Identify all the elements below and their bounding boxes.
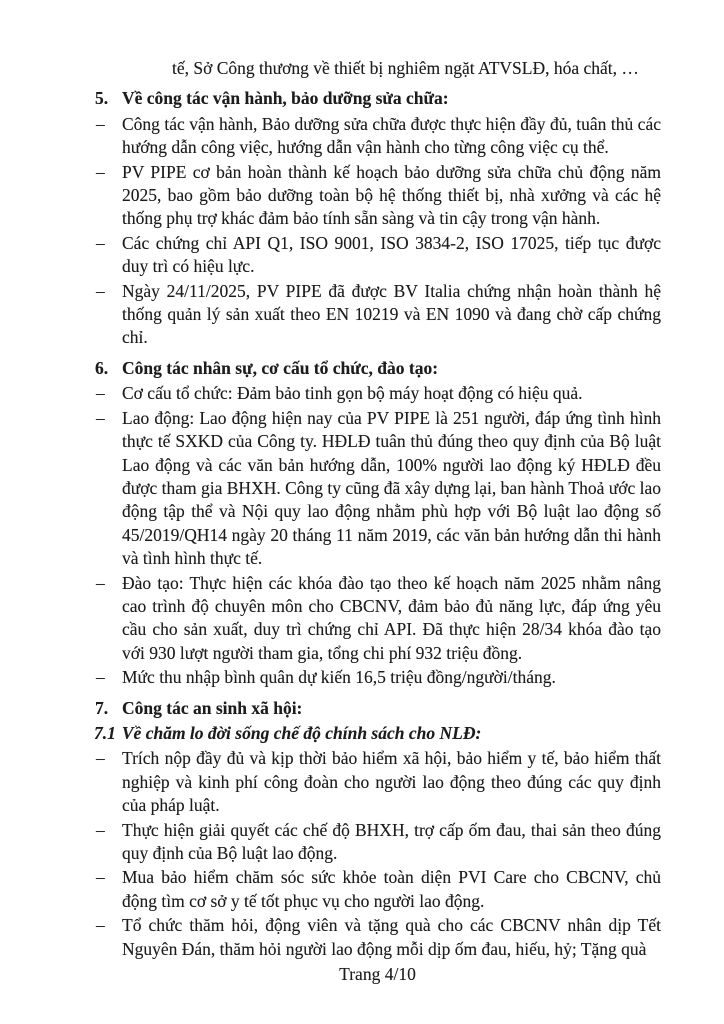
- bullet-item: [94, 161, 661, 231]
- document-content: [94, 57, 661, 962]
- bullet-item: [94, 280, 661, 350]
- bullet-item: [94, 747, 661, 817]
- bullet-text: Đào tạo: Thực hiện các khóa đào tạo theo kế hoạch năm 2025 nhằm nâng cao trình độ chuyên môn cho CBCNV, đảm bảo đủ năng lực, đáp ứng yêu cầu cho sản xuất, duy trì chứng chỉ API. Đã thực hiện 28/34 khóa đào tạo với 930 lượt người tham gia, tổng chi phí 932 triệu đồng.: [122, 572, 661, 663]
- bullet-text: Các chứng chỉ API Q1, ISO 9001, ISO 3834-2, ISO 17025, tiếp tục được duy trì có hiệu lực.: [122, 232, 661, 277]
- bullet-dash-icon: –: [96, 407, 105, 428]
- heading-number: 7.: [95, 697, 109, 718]
- bullet-dash-icon: –: [96, 232, 105, 253]
- bullet-item: [94, 819, 661, 866]
- bullet-text: Lao động: Lao động hiện nay của PV PIPE là 251 người, đáp ứng tình hình thực tế SXKD của Công ty. HĐLĐ tuân thủ đúng theo quy định của Bộ luật Lao động và các văn bản hướng dẫn, 100% người lao động ký HĐLĐ đều được tham gia BHXH. Công ty cũng đã xây dựng lại, ban hành Thoả ước lao động tập thể và Nội quy lao động nhằm phù hợp với Bộ luật lao động số 45/2019/QH14 ngày 20 tháng 11 năm 2019, các văn bản hướng dẫn thi hành và tình hình thực tế.: [122, 407, 661, 569]
- bullet-dash-icon: –: [96, 915, 105, 936]
- bullet-dash-icon: –: [96, 572, 105, 593]
- bullet-text: Ngày 24/11/2025, PV PIPE đã được BV Italia chứng nhận hoàn thành hệ thống quản lý sản xuất theo EN 10219 và EN 1090 và đang chờ cấp chứng chỉ.: [122, 280, 661, 348]
- section-heading: [94, 87, 661, 110]
- bullet-item: [94, 666, 661, 689]
- page-footer: Trang 4/10: [339, 964, 416, 984]
- intro-continuation-line: tế, Sở Công thương về thiết bị nghiêm ngặt ATVSLĐ, hóa chất, …: [172, 58, 639, 78]
- bullet-item: [94, 866, 661, 913]
- bullet-item: [94, 382, 661, 405]
- bullet-dash-icon: –: [96, 667, 105, 688]
- bullet-item: [94, 113, 661, 160]
- bullet-text: Trích nộp đầy đủ và kịp thời bảo hiểm xã hội, bảo hiểm y tế, bảo hiểm thất nghiệp và kinh phí công đoàn cho người lao động theo đúng các quy định của pháp luật.: [122, 748, 661, 816]
- subheading-text: Về chăm lo đời sống chế độ chính sách cho NLĐ:: [121, 722, 482, 743]
- bullet-text: Thực hiện giải quyết các chế độ BHXH, trợ cấp ốm đau, thai sản theo đúng quy định của Bộ luật lao động.: [122, 819, 661, 863]
- bullet-dash-icon: –: [96, 383, 105, 404]
- bullet-text: Mua bảo hiểm chăm sóc sức khỏe toàn diện PVI Care cho CBCNV, chủ động tìm cơ sở y tế tốt phục vụ cho người lao động.: [122, 867, 661, 911]
- bullet-text: Tổ chức thăm hỏi, động viên và tặng quà cho các CBCNV nhân dịp Tết Nguyên Đán, thăm hỏi người lao động mỗi dịp ốm đau, hiếu, hỷ; Tặng quà: [122, 915, 661, 959]
- bullet-item: [94, 232, 661, 279]
- bullet-dash-icon: –: [96, 867, 105, 888]
- bullet-item: [94, 407, 661, 571]
- bullet-text: Mức thu nhập bình quân dự kiến 16,5 triệu đồng/người/tháng.: [122, 667, 556, 688]
- bullet-dash-icon: –: [96, 161, 105, 182]
- bullet-text: PV PIPE cơ bản hoàn thành kế hoạch bảo dưỡng sửa chữa chủ động năm 2025, bao gồm bảo dưỡng toàn bộ hệ thống thiết bị, nhà xưởng và các hệ thống phụ trợ khác đảm bảo tính sẵn sàng và tin cậy trong vận hành.: [122, 161, 661, 229]
- bullet-text: Công tác vận hành, Bảo dưỡng sửa chữa được thực hiện đầy đủ, tuân thủ các hướng dẫn công việc, hướng dẫn vận hành cho từng công việc cụ thể.: [122, 113, 661, 158]
- section-heading: [94, 697, 661, 720]
- heading-text: Công tác an sinh xã hội:: [122, 697, 303, 718]
- heading-number: 5.: [95, 88, 109, 109]
- bullet-item: [94, 914, 661, 961]
- section-heading: [94, 357, 661, 380]
- heading-text: Công tác nhân sự, cơ cấu tổ chức, đào tạo:: [122, 357, 439, 378]
- bullet-text: Cơ cấu tổ chức: Đảm bảo tinh gọn bộ máy hoạt động có hiệu quả.: [122, 383, 583, 404]
- bullet-dash-icon: –: [96, 113, 105, 134]
- heading-number: 6.: [95, 357, 109, 378]
- bullet-dash-icon: –: [96, 819, 105, 840]
- bullet-dash-icon: –: [96, 748, 105, 769]
- subheading-number: 7.1: [94, 722, 116, 743]
- bullet-dash-icon: –: [96, 280, 105, 301]
- document-body: [94, 87, 661, 961]
- heading-text: Về công tác vận hành, bảo dưỡng sửa chữa:: [122, 88, 449, 109]
- section-subheading: [94, 722, 661, 745]
- bullet-item: [94, 572, 661, 666]
